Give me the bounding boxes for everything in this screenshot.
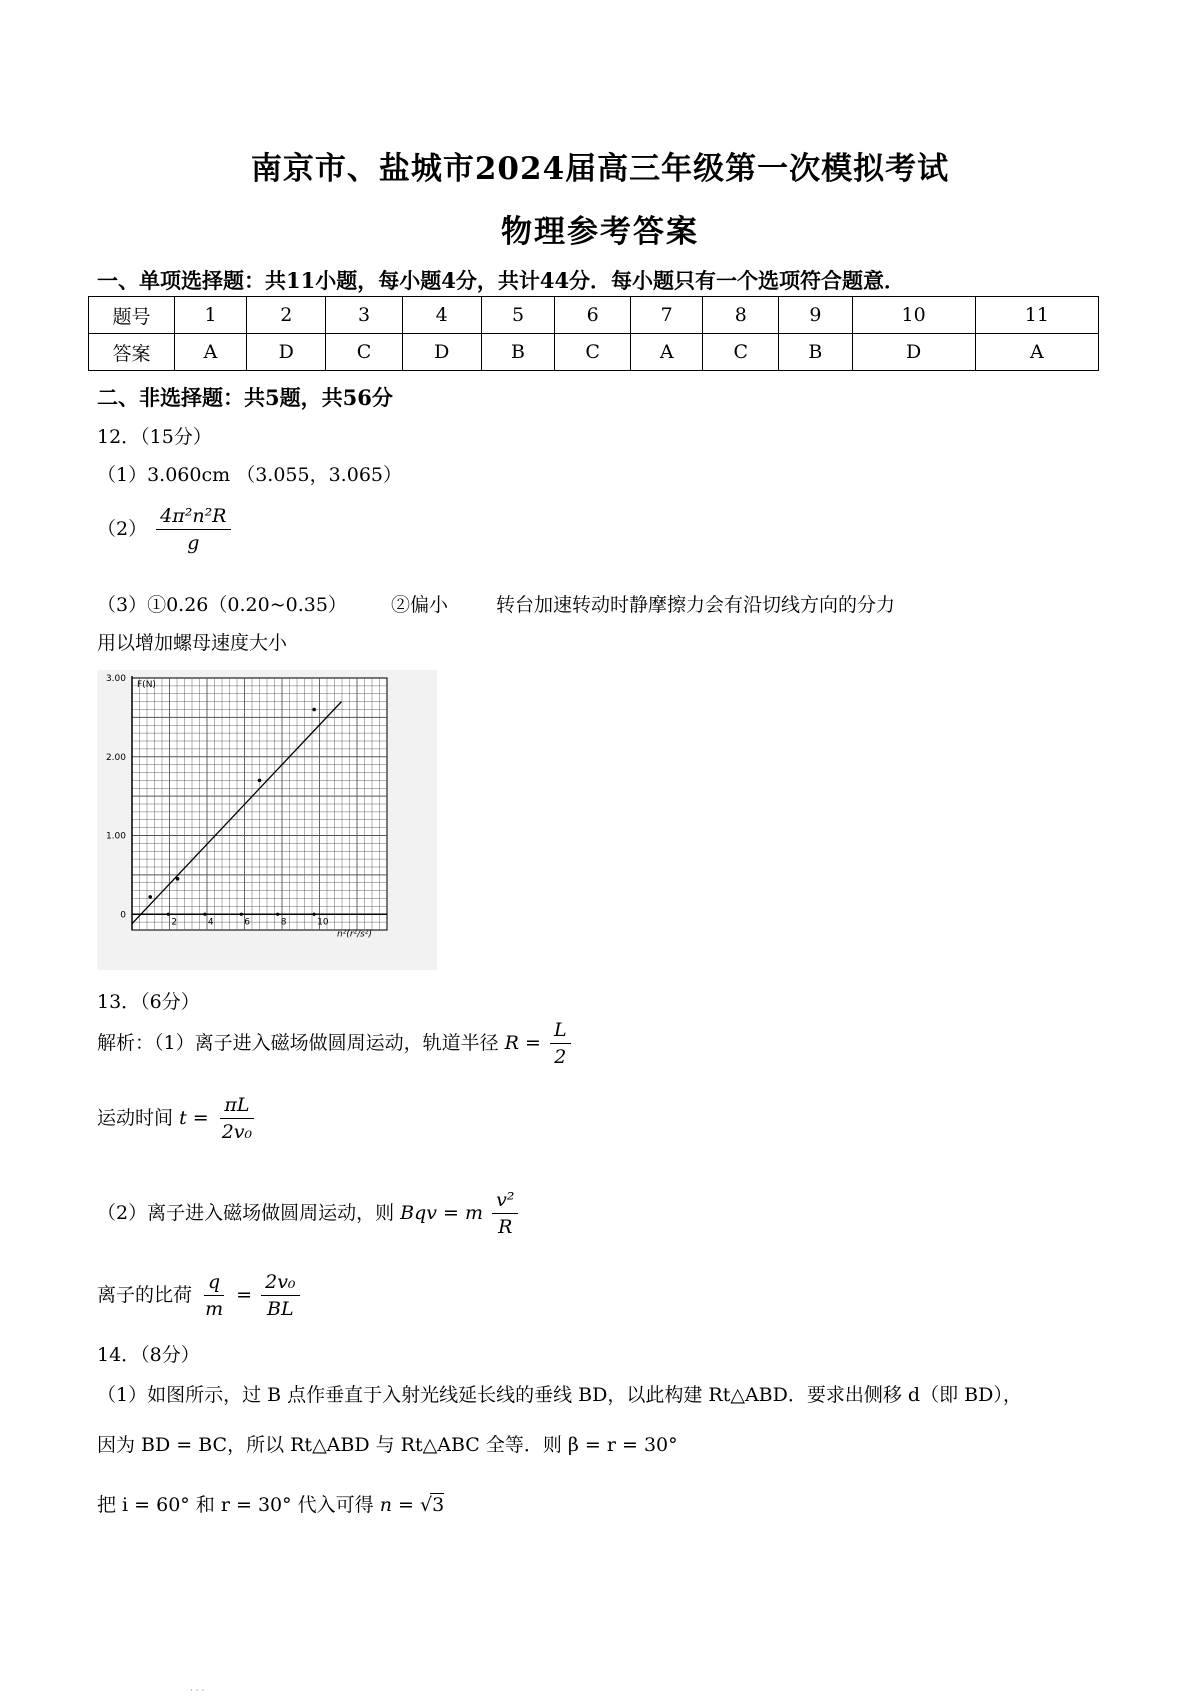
sqrt-sign: √ [419, 1494, 433, 1516]
q12-header: 12．（15分） [97, 426, 212, 448]
q13-l4-fraction-left [201, 1272, 227, 1320]
answer-row [89, 334, 1099, 371]
sqrt-radicand: 3 [432, 1494, 445, 1516]
section1-heading: 一、单项选择题：共11小题，每小题4分，共计44分．每小题只有一个选项符合题意． [97, 268, 906, 293]
q-number: 8 [703, 297, 779, 334]
data-point [258, 779, 262, 783]
x-tick-label: 4 [207, 917, 214, 928]
q13-l4-fraction-right [261, 1272, 299, 1320]
q12-p1-value: 3.060cm [147, 464, 231, 486]
data-point [176, 877, 180, 881]
x-tick-label: 6 [244, 917, 251, 928]
fraction-denominator: 2v₀ [221, 1120, 253, 1143]
x-axis-label: n²(r²/s²) [337, 929, 372, 940]
section2-heading: 二、非选择题：共5题，共56分 [97, 385, 393, 410]
answer-cell: B [481, 334, 554, 371]
answer-cell: D [402, 334, 481, 371]
x-tick-mark [276, 913, 279, 916]
f-n2-chart [97, 670, 437, 970]
q13-l2-text: 运动时间 [97, 1106, 174, 1129]
q12-p1-range: （3.055，3.065） [236, 464, 402, 486]
answer-cell: A [975, 334, 1098, 371]
x-tick-label: 2 [171, 917, 178, 928]
y-tick-label: 2.00 [105, 752, 126, 763]
y-tick-label: 0 [120, 910, 126, 921]
exam-title: 南京市、盐城市2024届高三年级第一次模拟考试 [250, 151, 950, 187]
q12-part3-continued: 用以增加螺母速度大小 [97, 632, 288, 654]
answer-table [88, 296, 1099, 371]
q-number: 11 [975, 297, 1098, 334]
row-label-answer: 答案 [89, 334, 175, 371]
fraction-denominator: 2 [554, 1045, 567, 1068]
answer-key-title: 物理参考答案 [501, 214, 699, 250]
q13-l1-text: 解析：（1）离子进入磁场做圆周运动，轨道半径 [97, 1031, 499, 1054]
answer-cell: D [852, 334, 975, 371]
fraction-numerator: q [204, 1272, 224, 1296]
q14-line1: （1）如图所示，过 B 点作垂直于入射光线延长线的垂线 BD，以此构建 Rt△ABD．要求出侧移 d（即 BD）， [97, 1384, 1022, 1406]
q12-p3-a: ①0.26（0.20~0.35） [147, 594, 347, 616]
fraction-denominator: m [205, 1297, 224, 1320]
fraction-numerator: v² [492, 1190, 518, 1214]
part-label: （1） [97, 464, 148, 486]
q14-line2: 因为 BD = BC，所以 Rt△ABD 与 Rt△ABC 全等．则 β = r = 30° [97, 1434, 678, 1456]
q-number: 3 [326, 297, 402, 334]
answer-cell: C [703, 334, 779, 371]
equals-sign: = [236, 1283, 253, 1306]
q13-line3 [97, 1190, 521, 1238]
x-tick-label: 10 [317, 917, 329, 928]
q13-l1-fraction [550, 1020, 571, 1068]
answer-cell: D [247, 334, 326, 371]
data-point [312, 708, 316, 712]
q-number: 6 [555, 297, 631, 334]
q14-l3-lhs: n = [379, 1494, 414, 1516]
data-point [148, 895, 152, 899]
q-number: 1 [175, 297, 247, 334]
y-tick-label: 1.00 [105, 831, 126, 842]
y-tick-label: 3.00 [105, 674, 126, 684]
answer-cell: B [779, 334, 852, 371]
q13-l4-text: 离子的比荷 [97, 1283, 193, 1306]
question-number-row [89, 297, 1099, 334]
answer-cell: A [175, 334, 247, 371]
q14-header: 14．（8分） [97, 1344, 200, 1366]
x-tick-mark [167, 913, 170, 916]
answer-cell: A [631, 334, 703, 371]
q13-l3-fraction [492, 1190, 518, 1238]
fraction-numerator: L [550, 1020, 571, 1044]
q13-l2-fraction [218, 1095, 256, 1143]
fraction-denominator: R [498, 1215, 513, 1238]
q13-line4 [97, 1272, 303, 1320]
q14-l3-text: 把 i = 60° 和 r = 30° 代入可得 [97, 1494, 374, 1516]
part-label: （3） [97, 594, 148, 616]
q-number: 10 [852, 297, 975, 334]
x-tick-mark [313, 913, 316, 916]
q-number: 2 [247, 297, 326, 334]
x-tick-label: 8 [280, 917, 287, 928]
q13-line1 [97, 1020, 574, 1068]
q12-p3-c: 转台加速转动时静摩擦力会有沿切线方向的分力 [496, 594, 896, 616]
fraction-numerator: 4π²n²R [156, 506, 230, 530]
q12-part2 [97, 506, 234, 554]
footer-marks: · · · [190, 1686, 205, 1696]
q12-p2-fraction [156, 506, 230, 554]
q14-line3 [97, 1490, 444, 1517]
fraction-numerator: πL [220, 1095, 253, 1119]
fraction-numerator: 2v₀ [261, 1272, 299, 1296]
q13-l3-text: （2）离子进入磁场做圆周运动，则 [97, 1201, 395, 1224]
q13-l3-lhs: Bqv = m [400, 1201, 484, 1224]
fraction-denominator: g [187, 531, 200, 554]
q12-p3-b: ②偏小 [390, 594, 448, 616]
q-number: 9 [779, 297, 852, 334]
part-label: （2） [97, 517, 148, 540]
answer-cell: C [326, 334, 402, 371]
fraction-denominator: BL [267, 1297, 294, 1320]
q13-l1-lhs: R = [504, 1031, 541, 1054]
q-number: 7 [631, 297, 703, 334]
row-label-question: 题号 [89, 297, 175, 334]
q13-header: 13．（6分） [97, 991, 200, 1013]
y-axis-label: F(N) [137, 680, 156, 690]
chart-grid [132, 678, 387, 930]
answer-cell: C [555, 334, 631, 371]
q13-line2 [97, 1095, 259, 1143]
q13-l2-lhs: t = [179, 1106, 209, 1129]
q12-part1 [97, 460, 402, 487]
q12-part3 [97, 590, 895, 617]
q-number: 4 [402, 297, 481, 334]
x-tick-mark [203, 913, 206, 916]
q-number: 5 [481, 297, 554, 334]
x-tick-mark [240, 913, 243, 916]
